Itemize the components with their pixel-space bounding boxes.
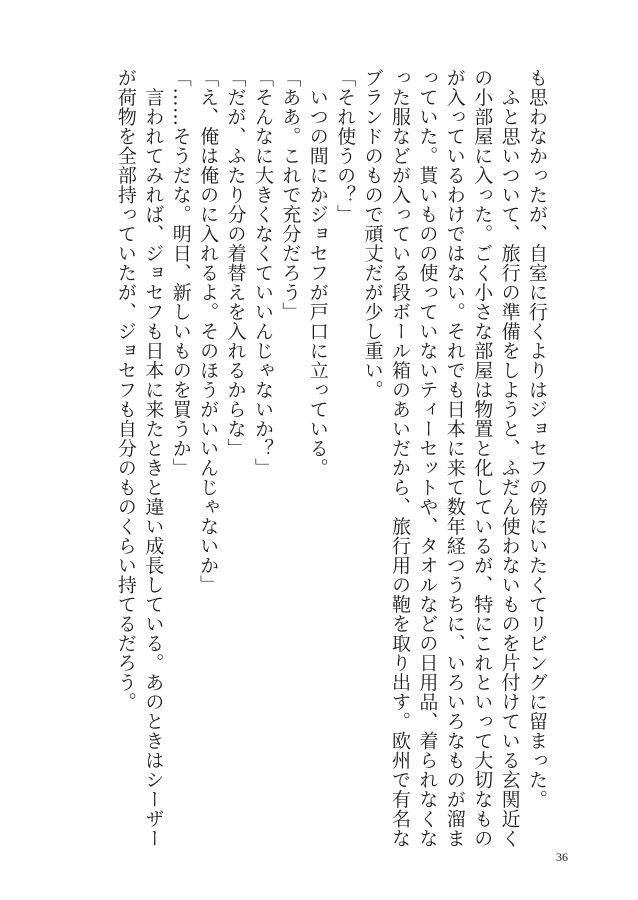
text-line: の小部屋に入った。ごく小さな部屋は物置と化しているが、特にこれといって大切なもの (471, 68, 494, 848)
text-line: が荷物を全部持っていたが、ジョセフも自分のものくらい持てるだろう。 (114, 68, 137, 712)
body-text (112, 68, 551, 848)
text-line: 「ああ。これで充分だろう」 (279, 68, 302, 322)
text-line: ふと思いついて、旅行の準備をしようと、ふだん使わないものを片付けている玄関近く (498, 68, 521, 848)
page-number: 36 (556, 850, 568, 864)
text-line: いつの間にかジョセフが戸口に立っている。 (306, 68, 329, 478)
text-line: 「そんなに大きくなくていいんじゃないか？」 (251, 68, 274, 478)
text-line: 「……そうだな。明日、新しいものを買うか」 (169, 68, 192, 478)
text-line: 「だが、ふたり分の着替えを入れるからな」 (224, 68, 247, 458)
text-line: も思わなかったが、自室に行くよりはジョセフの傍にいたくてリビングに留まった。 (526, 68, 548, 809)
text-line: が入っているわけではない。それでも日本に来て数年経つうちに、いろいろなものが溜ま (443, 68, 466, 848)
text-line: 言われてみれば、ジョセフも日本に来たときと違い成長している。あのときはシーザー (142, 68, 165, 848)
text-line: っていた。貰いものの使っていないティーセットや、タオルなどの日用品、着られなくな (416, 68, 439, 848)
text-line: 「え、俺は俺のに入れるよ。そのほうがいいんじゃないか」 (197, 68, 220, 595)
text-line: ブランドのもので頑丈だが少し重い。 (361, 68, 384, 400)
text-line: 「それ使うの？」 (334, 68, 357, 224)
text-line: った服などが入っている段ボール箱のあいだから、旅行用の鞄を取り出す。欧州で有名な (388, 68, 411, 848)
